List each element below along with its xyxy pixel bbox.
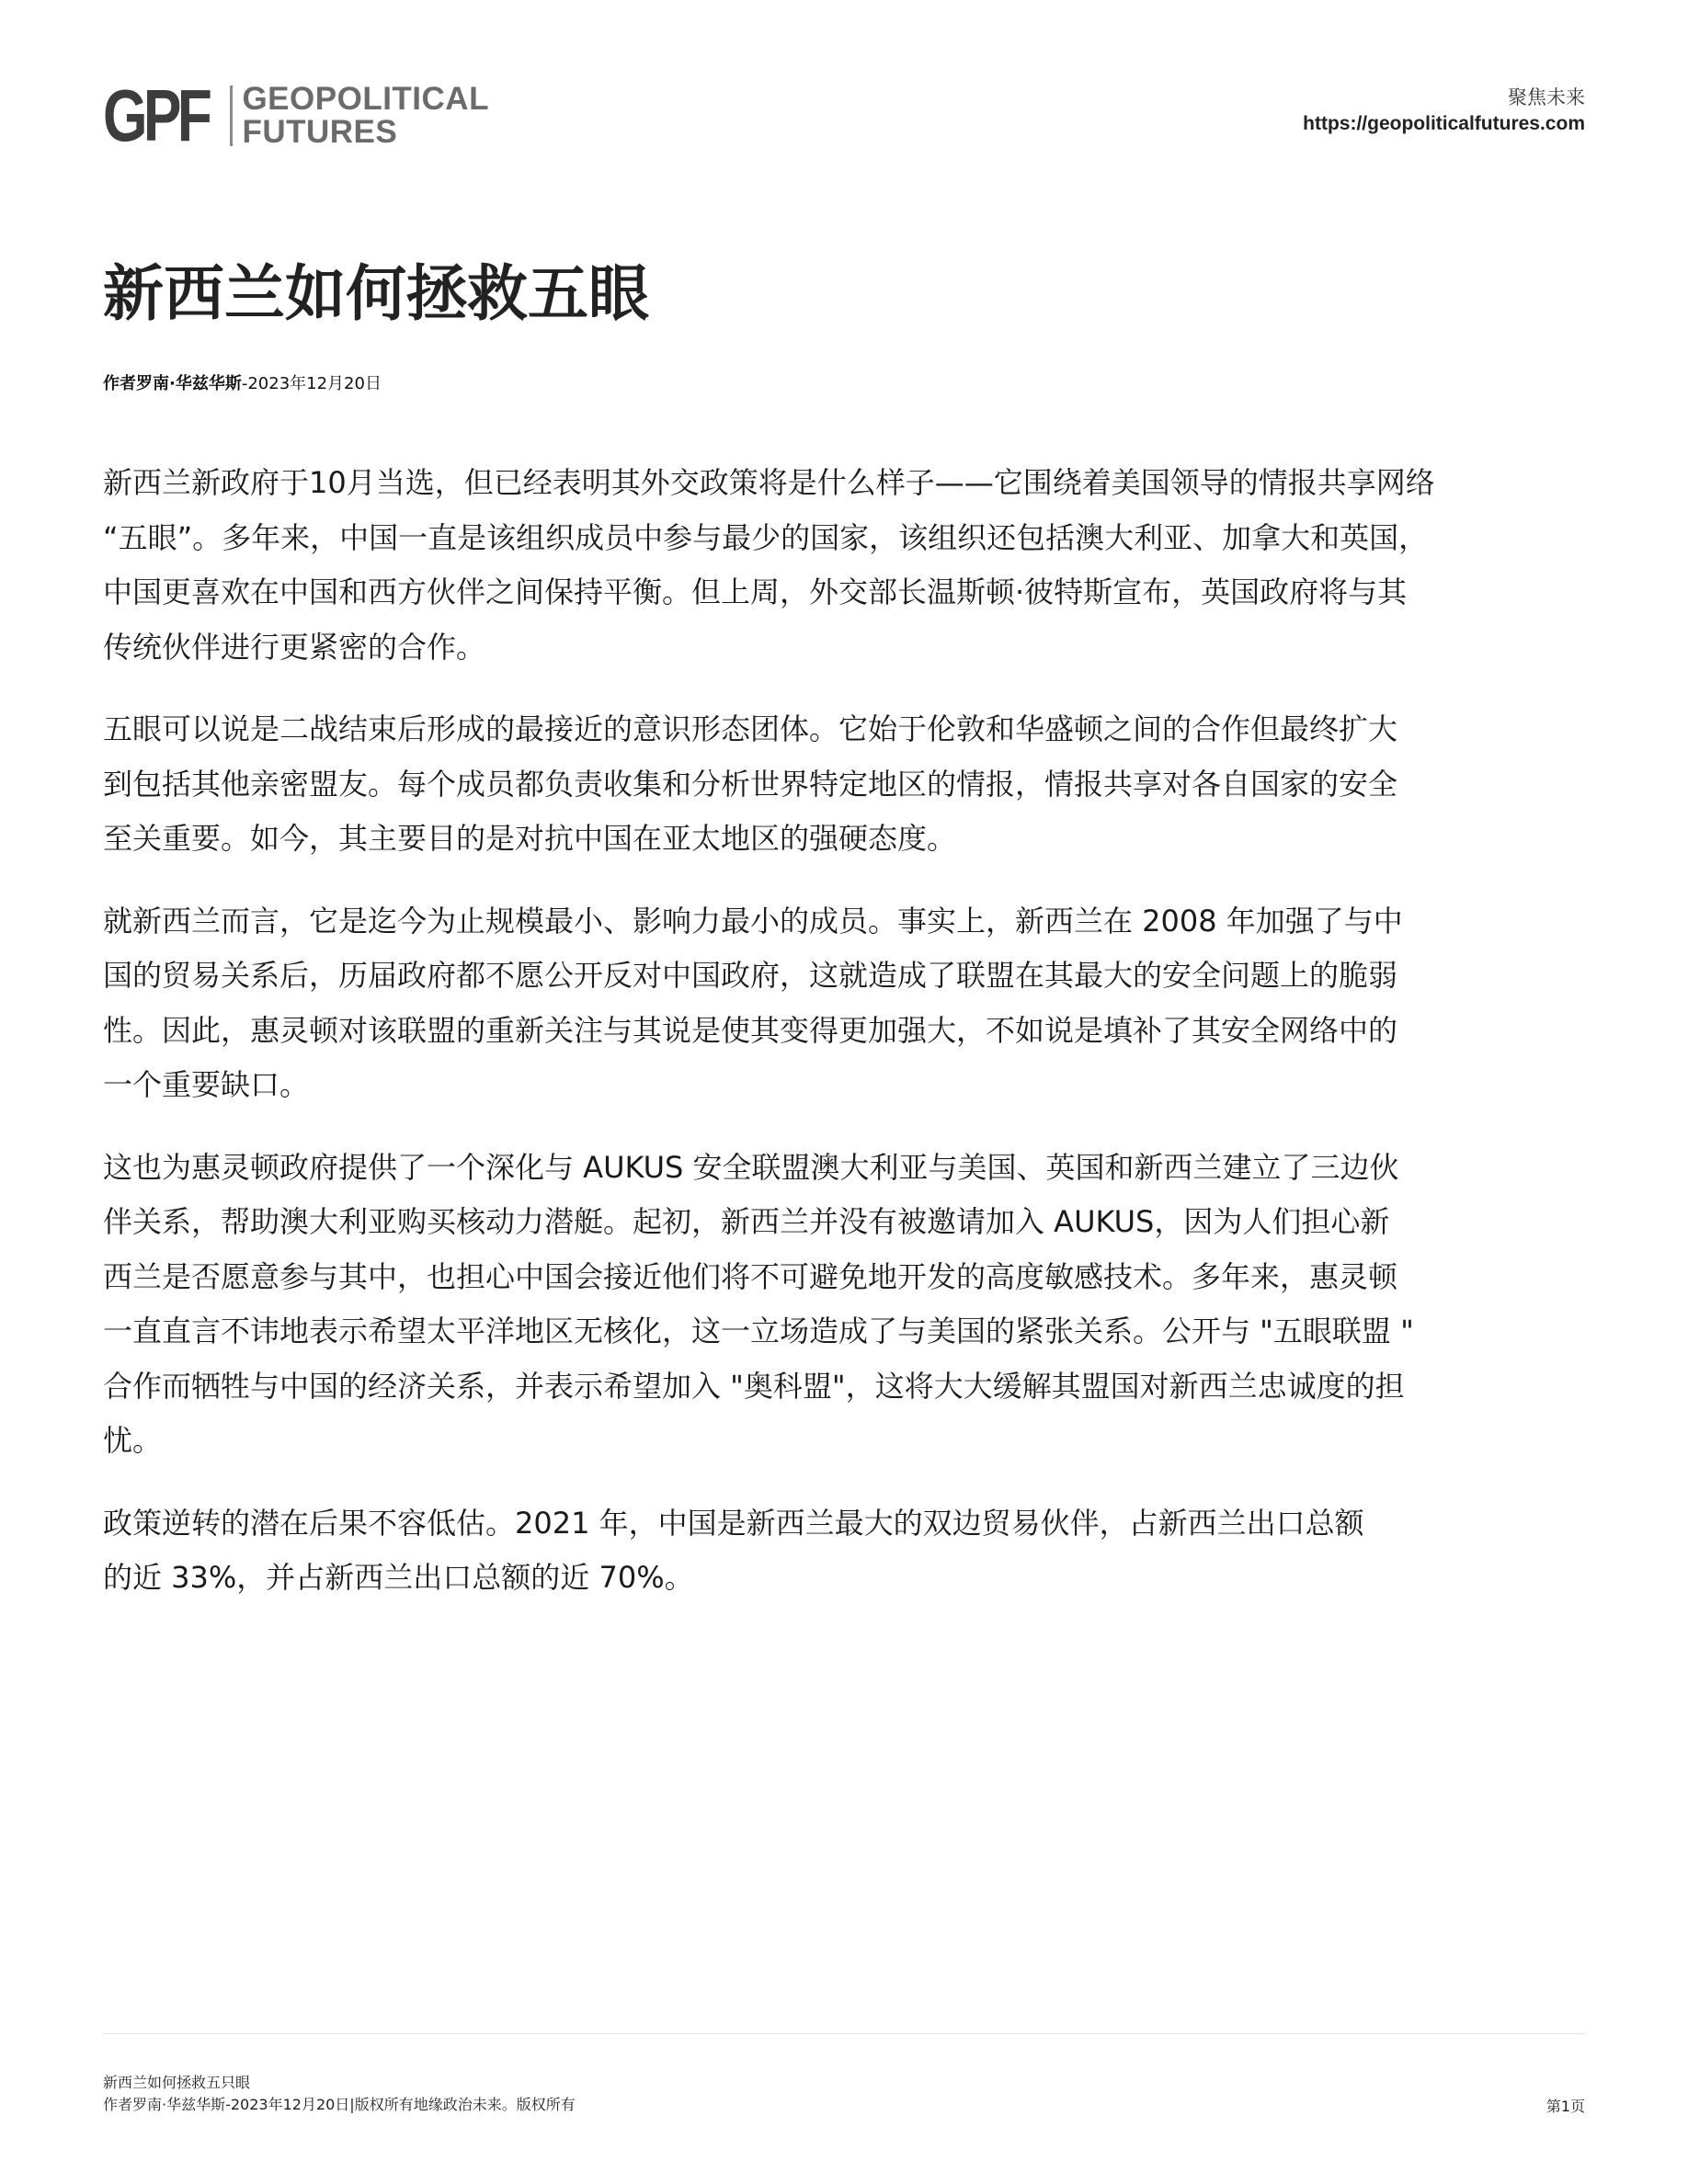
publish-date: -2023年12月20日	[241, 374, 382, 393]
logo-wordmark	[242, 83, 489, 149]
logo-mark: GPF	[103, 74, 209, 156]
gpf-logo[interactable]	[103, 74, 489, 156]
byline	[103, 370, 382, 394]
footer-title: 新西兰如何拯救五只眼	[103, 2074, 251, 2091]
paragraph-line: 至关重要。如今，其主要目的是对抗中国在亚太地区的强硬态度。	[103, 821, 957, 856]
article-paragraph	[103, 894, 1592, 1113]
article-title: 新西兰如何拯救五眼	[103, 258, 649, 329]
paragraph-line: 政策逆转的潜在后果不容低估。2021 年，中国是新西兰最大的双边贸易伙伴，占新西兰出口总额	[103, 1505, 1364, 1541]
page-number: 第1页	[1545, 2098, 1585, 2115]
paragraph-line: 忧。	[103, 1423, 163, 1458]
article-body	[103, 456, 1592, 1633]
paragraph-line: 到包括其他亲密盟友。每个成员都负责收集和分析世界特定地区的情报，情报共享对各自国家的安全	[103, 766, 1398, 802]
paragraph-line: 五眼可以说是二战结束后形成的最接近的意识形态团体。它始于伦敦和华盛顿之间的合作但最终扩大	[103, 711, 1398, 746]
paragraph-line: 就新西兰而言，它是迄今为止规模最小、影响力最小的成员。事实上，新西兰在 2008 年加强了与中	[103, 903, 1403, 938]
article-paragraph	[103, 1141, 1592, 1469]
article-paragraph	[103, 1496, 1592, 1606]
footer-info	[103, 2072, 576, 2116]
author-name: 作者罗南·华兹华斯	[103, 374, 242, 393]
paragraph-line: 一个重要缺口。	[103, 1067, 310, 1102]
paragraph-line: 性。因此，惠灵顿对该联盟的重新关注与其说是使其变得更加强大，不如说是填补了其安全网络中的	[103, 1012, 1398, 1048]
paragraph-line: 国的贸易关系后，历届政府都不愿公开反对中国政府，这就造成了联盟在其最大的安全问题上的脆弱	[103, 958, 1398, 993]
logo-line-1: GEOPOLITICAL	[242, 81, 489, 117]
paragraph-line: 伴关系，帮助澳大利亚购买核动力潜艇。起初，新西兰并没有被邀请加入 AUKUS，因为人们担心新	[103, 1204, 1390, 1239]
site-url-link[interactable]: https://geopoliticalfutures.com	[1303, 113, 1585, 134]
paragraph-line: 这也为惠灵顿政府提供了一个深化与 AUKUS 安全联盟澳大利亚与美国、英国和新西兰建立了三边伙	[103, 1149, 1399, 1185]
header-right	[1303, 85, 1585, 138]
footer-divider	[103, 2033, 1585, 2034]
footer-credit: 作者罗南·华兹华斯-2023年12月20日|版权所有地缘政治未来。版权所有	[103, 2096, 576, 2113]
paragraph-line: “五眼”。多年来，中国一直是该组织成员中参与最少的国家，该组织还包括澳大利亚、加拿大和英国，	[103, 519, 1429, 555]
paragraph-line: 合作而牺牲与中国的经济关系，并表示希望加入 "奥科盟"，这将大大缓解其盟国对新西兰忠诚度的担	[103, 1368, 1405, 1404]
paragraph-line: 中国更喜欢在中国和西方伙伴之间保持平衡。但上周，外交部长温斯顿·彼特斯宣布，英国政府将与其	[103, 574, 1408, 609]
paragraph-line: 的近 33%，并占新西兰出口总额的近 70%。	[103, 1560, 694, 1595]
logo-divider	[230, 85, 233, 146]
tagline: 聚焦未来	[1508, 86, 1585, 108]
article-paragraph	[103, 456, 1592, 675]
paragraph-line: 一直直言不讳地表示希望太平洋地区无核化，这一立场造成了与美国的紧张关系。公开与 "五眼联盟 "	[103, 1314, 1414, 1348]
paragraph-line: 新西兰新政府于10月当选，但已经表明其外交政策将是什么样子——它围绕着美国领导的情报共享网络	[103, 465, 1435, 500]
logo-line-2: FUTURES	[242, 114, 398, 150]
article-paragraph	[103, 702, 1592, 867]
paragraph-line: 传统伙伴进行更紧密的合作。	[103, 629, 486, 665]
paragraph-line: 西兰是否愿意参与其中，也担心中国会接近他们将不可避免地开发的高度敏感技术。多年来，惠灵顿	[103, 1258, 1398, 1294]
